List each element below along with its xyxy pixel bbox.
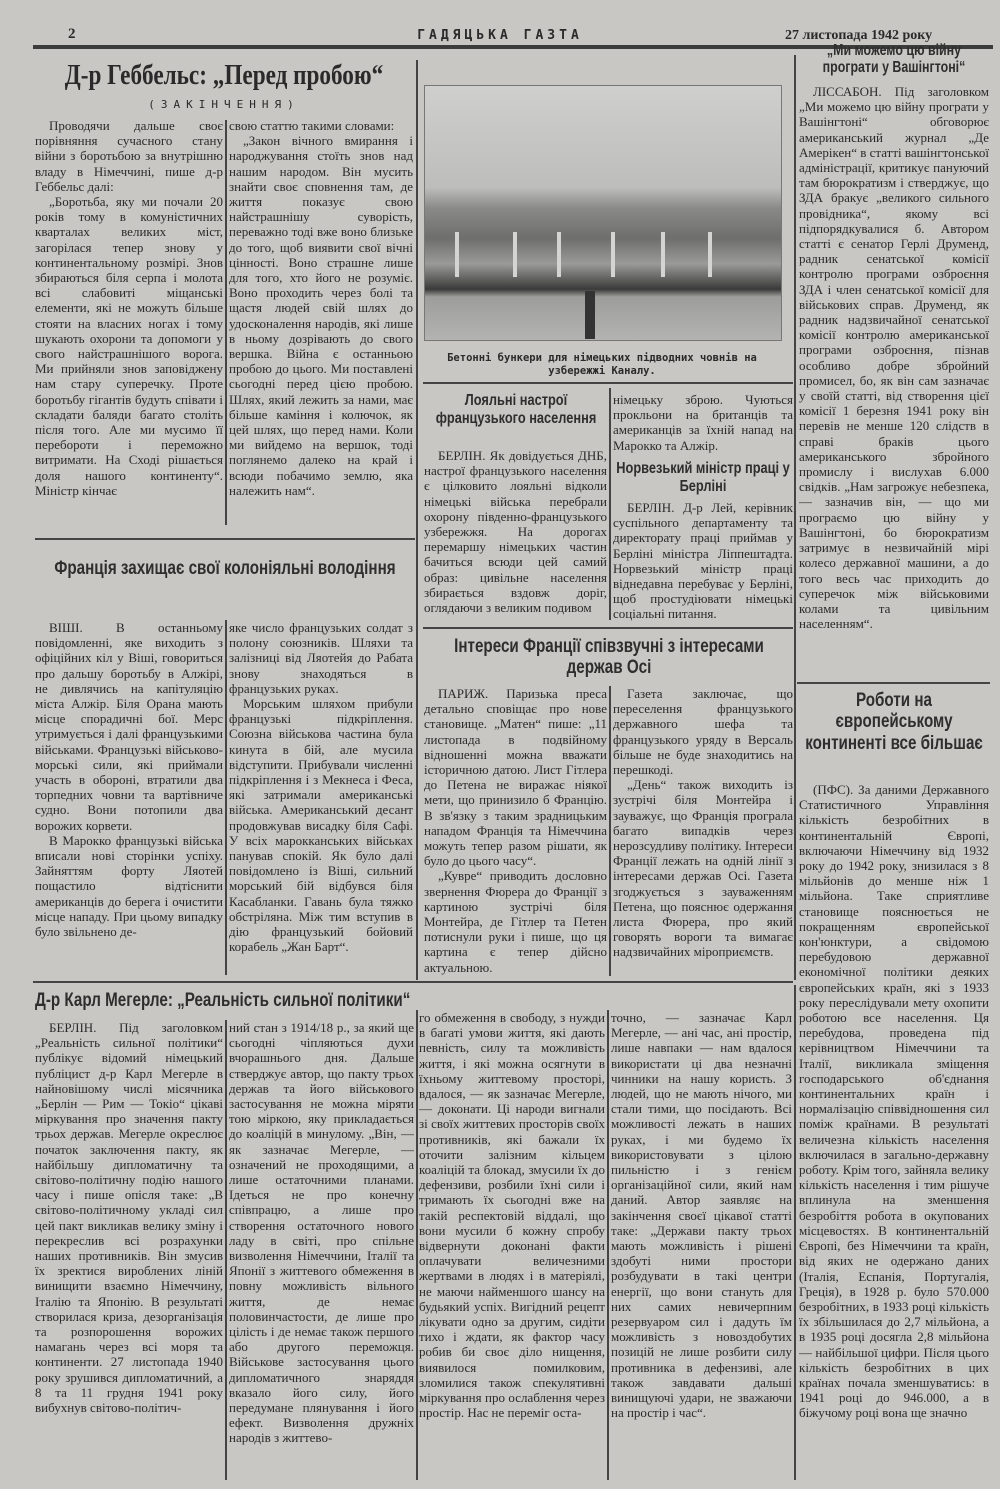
column-divider — [609, 388, 611, 620]
loyal-title: Лояльні настрої французького населення — [435, 392, 597, 427]
article-divider — [423, 627, 793, 629]
column-divider — [794, 55, 796, 980]
paragraph: свою статтю такими словами: — [229, 118, 395, 133]
article-divider — [35, 538, 415, 540]
column-divider — [225, 1020, 227, 1480]
goebbels-title: Д-р Геббельс: „Перед пробою“ — [64, 59, 384, 91]
interests-col-1 — [424, 686, 607, 978]
loyal-title-box — [430, 392, 602, 428]
megerle-col-2 — [229, 1020, 414, 1482]
paragraph: ЛІССАБОН. Під заголовком „Ми можемо цю війну програти у Вашінгтоні“ обговорює американський журнал „Де Амерікен“ в статті вашінгтонської адміністрації, критикує пануючий там бюрократизм і стверджує, що ЗДА бракує „великого сильного провідника“, якому всі підпорядкувалися б. Автором статті є сенатор Герлі Друменд, радник сенатської комісії контролю програми озброєння ЗДА і член сенатської комісії для військових справ. Друменд, як радник надзвичайної сенатської комісії контролю американської програми озброєння, пізнав особливо добре збройний промисел, бо, як він сам зазначає у своїй статті, від створення цієї комісії 1 березня 1941 року він перевів не менше 120 слідств в справі браків цього американського збройного промислу і вислухав 6.000 свідків. „Нам загрожує небезпека, — зазначив він, — що ми програємо цю війну у Вашінгтоні, бо бюрократизм затримує в незвичайній мірі колесо державної машини, а до того весь час приходить до суперечок між військовими колами та цивільним населенням“. — [799, 84, 989, 632]
article-divider — [423, 382, 793, 384]
paragraph: Газета заключає, що переселення французького державного шефа та французького уряду в Версаль більше не буде знаходитись на перешкоді. — [613, 686, 793, 778]
megerle-col-3 — [419, 1010, 605, 1480]
work-title-box — [798, 690, 990, 754]
paragraph: БЕРЛІН. Д-р Лей, керівник суспільного департаменту та директорату праці приймав у Берліні міністра Ліппештадта. Норвезький міністр праці віднедавна перебуває у Берліні, щоб простудіювати німецькі соціальні питання. — [613, 500, 793, 622]
washington-title-box — [798, 42, 990, 77]
paragraph: БЕРЛІН. Як довідується ДНБ, настрої французького населення є цілковито лояльні відколи німецькі війська перебрали охорону південно-французького узбережжя. На дорогах перемаршу німецьких частин бачиться всюди цей самий образ: цивільне населення збирається вздовж доріг, оглядаючи з великим подивом — [424, 448, 607, 616]
article-divider — [33, 981, 793, 983]
work-title: Роботи на європейському континенті все більшає — [805, 690, 983, 754]
paragraph: Морським шляхом прибули французькі підкріплення. Союзна військова частина була кинута в бій, але мусила відступити. Прибували численні підкріплення і з Мекнеса і Феса, які затримали американські війська. Американський десант продовжував висадку біля Сафі. У всіх марокканських військах панував спокій. Як було далі повідомлено із Віші, сильний морський бій відбувся біля Касабланки. Гавань була тяжко обстріляна. Між тим вступив в дію французький бойовий корабель „Жан Барт“. — [229, 696, 413, 955]
france-colonies-col-2 — [229, 620, 413, 978]
newspaper-name: ГАДЯЦЬКА ГАЗТА — [417, 28, 583, 43]
loyal-col-2 — [613, 392, 793, 454]
paragraph: „Закон вічного вмирання і народжування стоїть знов над нашим народом. Він мусить знайти своє сповнення там, де життя показує свою найстрашнішу суворість, переважно тоді вже воно близьке до того, щоб виявити свої вічні цінності. Воно страшне лише для того, хто його не розуміє. Воно проходить через болі та щастя людей свій шлях до удосконалення народів, які лише в ньому дозрівають до свого вершка. Війна є останньою пробою до цього. Ми поставлені сьогодні перед цією пробою. Шлях, який лежить за нами, має більше каміння і колючок, як цей шлях, що перед нами. Коли ми вийдемо на вершок, тоді поглянемо далеко на край і всюди побачимо землю, яка належить нам“. — [229, 133, 413, 498]
megerle-col-4 — [611, 1010, 792, 1480]
washington-body — [799, 84, 989, 674]
column-divider — [416, 1010, 418, 1480]
megerle-title: Д-р Карл Мегерле: „Реальність сильної політики“ — [35, 990, 411, 1011]
paragraph: ний стан з 1914/18 р., за який ще сьогодні чіпляються духи вчорашнього дня. Дальше стверджує автор, що пакту трьох держав та його військового застосування не можна міряти тою міркою, яку прикладається до коаліцій в минулому. „Він, — як зазначає Мегерле, — означений не проходящими, а лише остаточними планами. Ідеться не про конечну співпрацю, а лише про створення остаточного нового ладу в світі, про спільне визволення Німеччини, Італії та Японії з життевого обмеження в повну можливість вільного життя, де немає половинчастости, де лише про цілість і де немає також першого або другого переможця. Військове застосування цього дипломатичного знаряддя вказало його силу, його передумане плянування і його ефект. Визволення дружніх народів з життево- — [229, 1020, 414, 1446]
paragraph: яке число французьких солдат з полону союзників. Шляхи та залізниці від Ляотейя до Рабата знову знаходяться в французьких руках. — [229, 620, 413, 696]
page-number: 2 — [68, 26, 76, 42]
paragraph: го обмеження в свободу, з нужди в багаті умови життя, які дають певність, силу та можливість життя, і які можна осягнути в їхньому життевому просторі, вдалося, — як зазначає Мегерле, — доконати. Ці народи вигнали зі своїх життевих просторів своїх противників, які бажали їх оточити залізним кільцем коаліцій та блокад, змусили їх до дефензиви, розбили їхні сили і тримають їх сьогодні вже на такій респектовій віддалі, що вони мусили б кожну спробу відвернути доконані факти оплачувати величезними жертвами в людях і в матеріялі, не маючи найменшого шансу на будьякий успіх. Вигідний рецепт лікувати одно за другим, сидіти тихо і ждати, як фактор часу робив би своє діло нищення, виявилося помилковим, зломилися також спекулятивні міркування про ослаблення через простір. Нас не переміг оста- — [419, 1010, 605, 1421]
norway-title-box — [615, 460, 791, 496]
interests-col-2 — [613, 686, 793, 978]
washington-title: „Ми можемо цю війну програти у Вашінгтоні“ — [822, 42, 966, 77]
column-divider — [225, 620, 227, 975]
interests-title: Інтереси Франції співзвучні з інтересами держав Осі — [454, 636, 764, 679]
article-divider — [797, 682, 990, 684]
france-colonies-title: Франція захищає свої колоніяльні володіння — [54, 558, 396, 579]
goebbels-subtitle: (ЗАКІНЧЕННЯ) — [148, 98, 300, 111]
paragraph: Проводячи дальше своє порівняння сучасного стану війни з боротьбою за внутрішню владу в Німеччині, пише д-р Геббельс далі: — [35, 118, 223, 194]
bunker-photo — [424, 85, 782, 341]
megerle-col-1 — [35, 1020, 223, 1482]
issue-date: 27 листопада 1942 року — [785, 28, 933, 43]
paragraph: німецьку зброю. Чуються прокльони на британців та американців за їхній напад на Марокко та Алжір. — [613, 392, 793, 453]
photo-caption: Бетонні бункери для німецьких підводних човнів на узбережжі Каналу. — [447, 352, 757, 377]
column-divider — [607, 1010, 609, 1480]
work-body — [799, 782, 989, 1482]
goebbels-col-2 — [229, 118, 413, 528]
france-colonies-col-1 — [35, 620, 223, 978]
paragraph: В Марокко французькі війська вписали нові сторінки успіху. Зайняттям форту Ляотей пощастило відтіснити американців до берега і очистити місце нападу. При цьому випадку було звільнено де- — [35, 832, 223, 940]
paragraph: БЕРЛІН. Під заголовком „Реальність сильної політики“ публікує відомий німецький публіцист д-р Карл Мегерле в найновішому числі місячника „Берлін — Рим — Токіо“ цікаві міркування про значення пакту трьох держав. Мегерле окреслює початок заключення пакту, як найбільшу дипломатичну та світово-політичну подію нашого часу і пише опісля таке: „В світово-політичному укладі сил цей пакт викликав велику зміну і перекреслив всі розрахунки наших противників. Він змусив їх зректися вироблених ліній винищити взаємно Німеччину, Італію та Японію. В результаті створилася криза, дезорганізація та розпорошення ворожих намагань через всі моря та континенти. 27 листопада 1940 року зрушився дипломатичний, а 8 та 11 грудня 1941 року вибухнув світово-політич- — [35, 1020, 223, 1416]
column-divider — [416, 60, 418, 980]
norway-title: Норвезький міністр праці у Берліні — [616, 460, 790, 495]
paragraph: (ПФС). За даними Державного Статистичного Управління кількість безробітних в континентальній Європі, включаючи Німеччину від 1932 року до 1942 року, знизилася з 8 мільйонів до менше ніж 1 мільйона. Таке сприятливе становище пояснюється не покращенням європейської кон'юнктури, а свідомою перебудовою державної економічної політики деяких європейських країн, які з 1933 року переслідували мету охопити роботою все населення. Ця перебудова, проведена під керівництвом Німеччини та Італії, викликала зміщення господарського об'єднання континентальних країн і нормалізацію співвідношення сил поміж країнами. В результаті величезна кількість населення включилася в загально-державну роботу. Крім того, зайняла велику кількість населення і тим рішуче вплинула на зменшення безробіття робота в окупованих місцевостях. В континентальній Європі, без Німеччини та країн, від яких не одержано даних (Італія, Еспанія, Португалія, Греція), в 1928 р. було 570.000 безробітних, в 1933 році кількість їх збільшилася до 2,7 мільйона, а в 1935 році досягла 2,8 мільйона — найбільшої цифри. Після цього кількість безробітних в цих країнах почала зменшуватись: в 1941 році до 946.000, а в біжучому році вона ще значно — [799, 782, 989, 1421]
goebbels-title-box — [35, 58, 413, 94]
loyal-col-1 — [424, 448, 607, 623]
paragraph: „День“ також виходить із зустрічі біля Монтейра і зауважує, що Франція програла багато випадків через нерозсудливу політику. Інтереси Франції лежать на одній лінії з інтересами держав Осі. Газета згоджується з зауваженням Петена, що пояснює одержання листа Фюрера, про який говорять вороги та вимагає надзвичайних міроприємств. — [613, 777, 793, 960]
megerle-title-box — [35, 990, 605, 1011]
column-divider — [794, 985, 796, 1480]
interests-title-box — [425, 636, 793, 679]
france-colonies-title-box — [40, 558, 410, 579]
column-divider — [609, 686, 611, 976]
paragraph: „Боротьба, яку ми почали 20 років тому в комуністичних кварталах великих міст, загорілася тепер знову у континентальному розмірі. Знов збираються біля серпа і молота всі слабовиті міщанські елементи, які не можуть більше стояти на власних ногах і тому шукають охорони та допомоги у свого найстрашнішого ворога. Ми прийняли знов заповіджену нам стару суперечку. Проте боротьбу гігантів будуть співати і складати баляди багато століть після того. Але ми мусимо її перебороти і переможно витримати. На Сході рішається доля нашого континенту“. Міністр кінчає — [35, 194, 223, 498]
paragraph: „Кувре“ приводить дословно звернення Фюрера до Франції з картиною зустрічі біля Монтейра, де Гітлер та Петен потиснули руки і пише, що ця картина є тепер дійсно актуальною. — [424, 868, 607, 975]
norway-body — [613, 500, 793, 623]
paragraph: ПАРИЖ. Паризька преса детально сповіщає про нове становище. „Матен“ пише: „11 листопада в подвійному відношенні можна вважати історичною датою. Лист Гітлера до Петена не виражає ніякої мети, що принизило б Францію. В зв'язку з таким зрадницьким нападом Франція та Німеччина можуть тепер разом рішати, як було до цього часу“. — [424, 686, 607, 869]
column-divider — [225, 120, 227, 525]
paragraph: ВІШІ. В останньому повідомленні, яке виходить з офіційних кіл у Віші, говориться про дальшу боротьбу в Алжірі, не дивлячись на капітуляцію міста Алжір. Біля Орана мають місце спорадичні бої. Мерс утримується і далі французькими військами. Французькі військово-морські сили, які приймали участь в обороні, втратили два торпедних човни та вартівниче судно. Вони потопили два ворожих корвети. — [35, 620, 223, 833]
goebbels-col-1 — [35, 118, 223, 528]
paragraph: точно, — зазначає Карл Мегерле, — ані час, ані простір, лише навпаки — нам вдалося використати ці два незначні чинники на нашу користь. З людей, що не мають нічого, ми стали тими, що посідають. Всі можливості лежать в наших руках, і ми будемо їх використовувати з цілою пильністю і з генієм організаційної сили, який нам даний. Автор заявляє на закінчення своєї цікавої статті таке: „Держави пакту трьох мають можливість і рішені здобуті ними простори розбудувати в такі центри енергії, що вони стануть для них самих невичерпним резервуаром сил і дадуть їм можливість з новоздобутих позицій не лише розбити силу противника в дефензиві, але також завдавати дальші винищуючі удари, не зважаючи на простір і час“. — [611, 1010, 792, 1421]
